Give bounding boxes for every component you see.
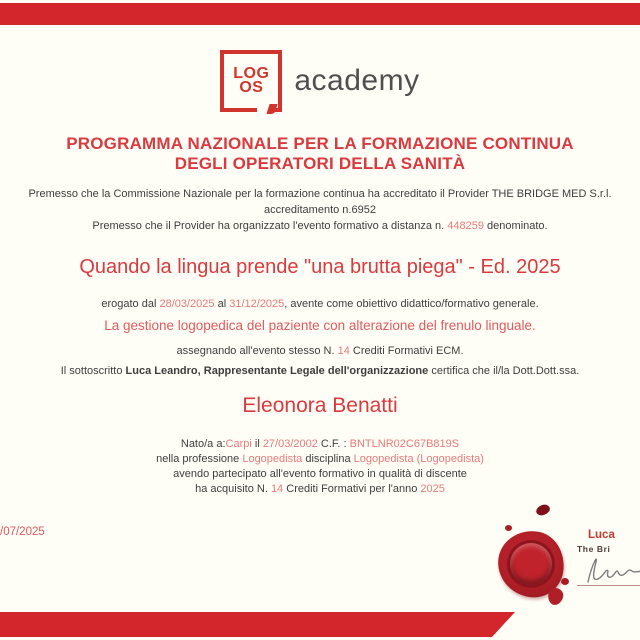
legal-representative: Luca Leandro, Rappresentante Legale dell'organizzazione <box>125 365 429 377</box>
logo-text-os: OS <box>239 79 264 96</box>
top-red-bar <box>0 3 640 25</box>
logo <box>0 50 640 112</box>
program-title-line2: DEGLI OPERATORI DELLA SANITÀ <box>174 154 466 173</box>
acquired-year: 2025 <box>420 483 445 495</box>
premise-line1: Premesso che la Commissione Nazionale per la formazione continua ha accreditato il Provider THE BRIDGE MED S.r.l. <box>28 188 612 200</box>
undersigned-line: Il sottoscritto Luca Leandro, Rappresentante Legale dell'organizzazione certifica che il/la Dott.Dott.ssa. <box>60 365 580 377</box>
event-end-date: 31/12/2025 <box>229 298 285 310</box>
premise-paragraph <box>0 186 640 234</box>
birth-date: 27/03/2002 <box>262 438 318 450</box>
event-number: 448259 <box>447 220 484 232</box>
seal-splatter <box>561 578 569 585</box>
credits-line: assegnando all'evento stesso N. 14 Crediti Formativi ECM. <box>176 345 464 357</box>
signature-line <box>577 585 640 586</box>
birth-place: Carpi <box>225 438 252 450</box>
recipient-name: Eleonora Benatti <box>242 394 398 417</box>
acquired-credits: 14 <box>270 483 284 495</box>
logos-logo-mark <box>220 50 282 112</box>
logo-wordmark: academy <box>294 64 420 97</box>
program-title-line1: PROGRAMMA NAZIONALE PER LA FORMAZIONE CONTINUA <box>66 134 574 153</box>
issue-date: /07/2025 <box>0 526 45 538</box>
profession-line: nella professione Logopedista disciplina Logopedista (Logopedista) <box>156 453 484 465</box>
premise-line2: accreditamento n.6952 <box>264 204 376 216</box>
logo-text-log: LOG <box>233 65 270 82</box>
seal-splatter <box>547 584 553 590</box>
seal-splatter <box>535 503 551 516</box>
birth-line: Nato/a a:Carpi il 27/03/2002 C.F. : BNTLNR02C67B819S <box>180 438 460 450</box>
participation-line: avendo partecipato all'evento formativo in qualità di discente <box>173 468 467 480</box>
discipline: Logopedista (Logopedista) <box>353 453 484 465</box>
event-objective: La gestione logopedica del paziente con alterazione del frenulo linguale. <box>104 318 536 333</box>
credits-value: 14 <box>337 345 350 357</box>
recipient-info <box>0 437 640 497</box>
event-dates-line: erogato dal 28/03/2025 al 31/12/2025, avente come obiettivo didattico/formativo generale. <box>101 298 539 310</box>
signer-organization: The Bri <box>577 544 611 554</box>
signer-name: Luca <box>588 529 615 541</box>
logo-quote-icon <box>267 104 278 114</box>
premise-line3: Premesso che il Provider ha organizzato l'evento formativo a distanza n. 448259 denominato. <box>92 220 548 232</box>
program-title <box>0 134 640 174</box>
event-title: Quando la lingua prende "una brutta piega" - Ed. 2025 <box>79 256 561 278</box>
bottom-red-bar <box>0 612 515 637</box>
event-start-date: 28/03/2025 <box>159 298 215 310</box>
fiscal-code: BNTLNR02C67B819S <box>349 438 460 450</box>
profession: Logopedista <box>242 453 303 465</box>
seal-splatter <box>505 525 512 531</box>
acquired-line: ha acquisito N. 14 Crediti Formativi per l'anno 2025 <box>195 483 445 495</box>
